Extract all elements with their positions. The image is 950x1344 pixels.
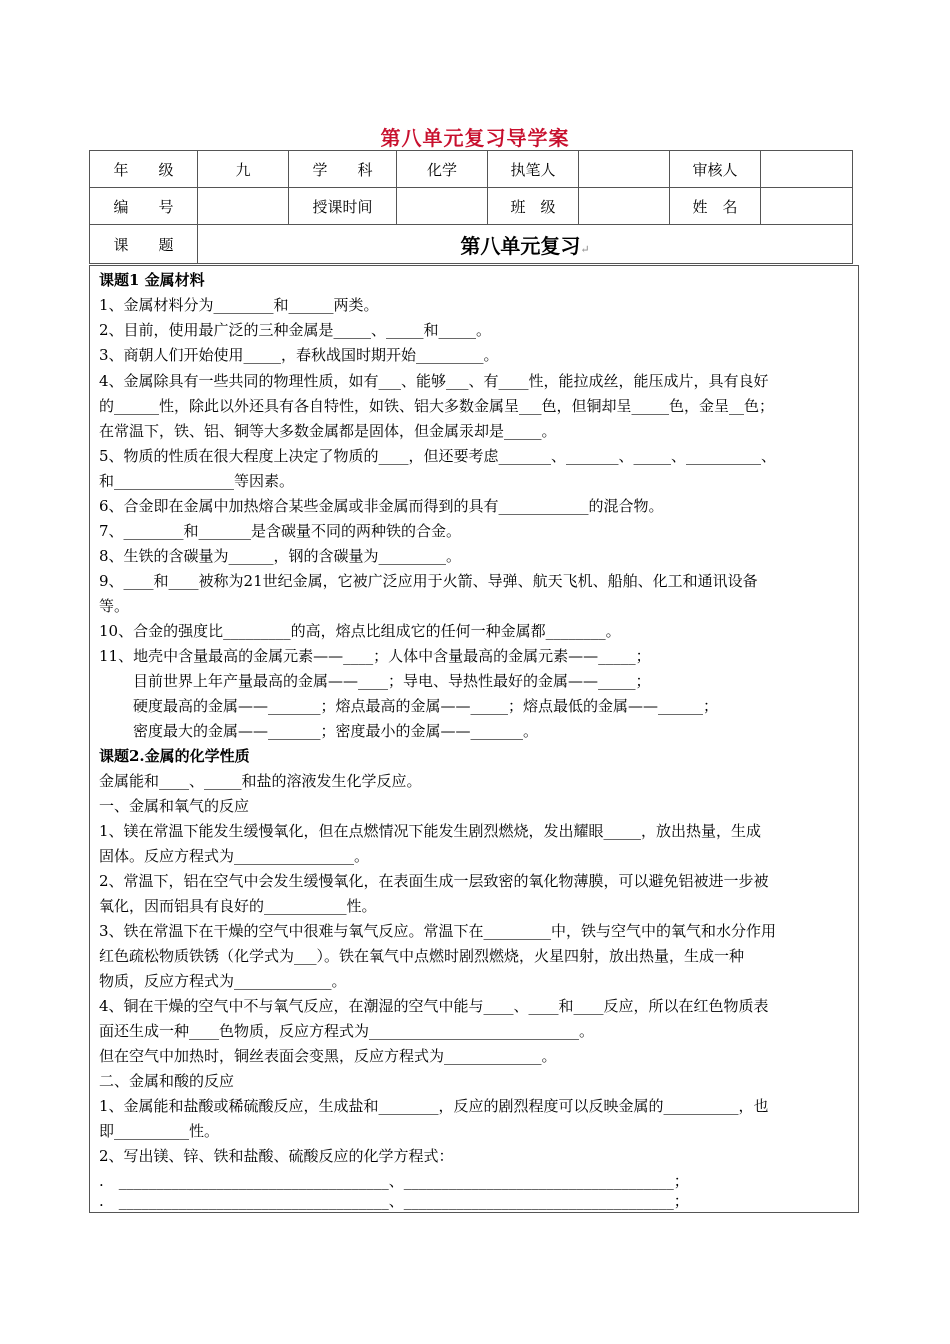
text-line: 氧化，因而铝具有良好的___________性。 (99, 897, 377, 915)
text-line: 10、合金的强度比_________的高，熔点比组成它的任何一种金属都________。 (99, 622, 621, 640)
text-line: 7、________和_______是含碳量不同的两种铁的合金。 (99, 522, 462, 540)
text-line: 4、金属除具有一些共同的物理性质，如有___、能够___、有____性，能拉成丝，能压成片，具有良好 (99, 372, 769, 390)
author-label: 执笔人 (488, 151, 579, 188)
class-time-label: 授课时间 (289, 188, 397, 225)
text-line: 6、合金即在金属中加热熔合某些金属或非金属而得到的具有____________的混合物。 (99, 497, 664, 515)
subsection-title: 一、金属和氧气的反应 (99, 797, 250, 815)
text-line: 和________________等因素。 (99, 472, 295, 490)
subject-value: 化学 (397, 151, 488, 188)
text-line: . ____________________________________、____________________________________； (99, 1192, 689, 1210)
text-line: 3、铁在常温下在干燥的空气中很难与氧气反应。常温下在_________中，铁与空气中的氧气和水分作用 (99, 922, 777, 940)
page-title: 第八单元复习导学案 (380, 126, 570, 150)
text-line: 4、铜在干燥的空气中不与氧气反应，在潮湿的空气中能与____、____和____反应，所以在红色物质表 (99, 997, 769, 1015)
grade-label: 年 级 (90, 151, 198, 188)
text-line: 9、____和____被称为21世纪金属，它被广泛应用于火箭、导弹、航天飞机、船舶、化工和通讯设备 (99, 572, 758, 590)
class-label: 班 级 (488, 188, 579, 225)
text-line: 面还生成一种____色物质，反应方程式为____________________________。 (99, 1022, 595, 1040)
reviewer-label: 审核人 (670, 151, 761, 188)
text-line: 即__________性。 (99, 1122, 220, 1140)
text-line: 1、镁在常温下能发生缓慢氧化，但在点燃情况下能发生剧烈燃烧，发出耀眼_____，放出热量，生成 (99, 822, 762, 840)
text-line: 2、目前，使用最广泛的三种金属是_____、_____和_____。 (99, 321, 492, 339)
text-line: 2、写出镁、锌、铁和盐酸、硫酸反应的化学方程式： (99, 1147, 454, 1165)
reviewer-value (761, 151, 853, 188)
topic-label: 课 题 (90, 225, 198, 264)
section-title-2: 课题2.金属的化学性质 (99, 747, 250, 765)
text-line: 金属能和____、_____和盐的溶液发生化学反应。 (99, 772, 422, 790)
topic-value-cell (198, 225, 853, 264)
text-line: 在常温下，铁、铝、铜等大多数金属都是固体，但金属汞却是_____。 (99, 422, 557, 440)
text-line: 5、物质的性质在很大程度上决定了物质的____，但还要考虑_______、_______、_____、__________、 (99, 447, 777, 465)
text-line: 2、常温下，铝在空气中会发生缓慢氧化，在表面生成一层致密的氧化物薄膜，可以避免铝被进一步被 (99, 872, 769, 890)
name-label: 姓 名 (670, 188, 761, 225)
content-box (89, 265, 859, 1213)
text-line: . ____________________________________、____________________________________； (99, 1172, 689, 1190)
text-line: 固体。反应方程式为________________。 (99, 847, 370, 865)
subsection-title: 二、金属和酸的反应 (99, 1072, 235, 1090)
subject-label: 学 科 (289, 151, 397, 188)
topic-value: 第八单元复习 (460, 233, 581, 258)
class-time-value (397, 188, 488, 225)
text-line: 目前世界上年产量最高的金属——____；导电、导热性最好的金属——_____； (133, 672, 651, 690)
text-line: 的______性，除此以外还具有各自特性，如铁、铝大多数金属呈___色，但铜却呈_____色，金呈__色； (99, 397, 775, 415)
text-line: 物质，反应方程式为_____________。 (99, 972, 347, 990)
return-mark-icon: ↵ (580, 242, 590, 256)
number-label: 编 号 (90, 188, 198, 225)
text-line: 密度最大的金属——_______；密度最小的金属——_______。 (133, 722, 539, 740)
text-line: 8、生铁的含碳量为______，钢的含碳量为_________。 (99, 547, 462, 565)
text-line: 但在空气中加热时，铜丝表面会变黑，反应方程式为_____________。 (99, 1047, 557, 1065)
info-table (89, 150, 853, 264)
number-value (198, 188, 289, 225)
text-line: 1、金属能和盐酸或稀硫酸反应，生成盐和________，反应的剧烈程度可以反映金属的__________，也 (99, 1097, 769, 1115)
text-line: 红色疏松物质铁锈（化学式为___）。铁在氧气中点燃时剧烈燃烧，火星四射，放出热量，生成一种 (99, 947, 745, 965)
name-value (761, 188, 853, 225)
text-line: 11、地壳中含量最高的金属元素——____；人体中含量最高的金属元素——_____； (99, 647, 651, 665)
grade-value: 九 (198, 151, 289, 188)
author-value (579, 151, 670, 188)
section-title-1: 课题1 金属材料 (99, 271, 205, 289)
text-line: 1、金属材料分为________和______两类。 (99, 296, 379, 314)
text-line: 等。 (99, 597, 130, 615)
text-line: 3、商朝人们开始使用_____，春秋战国时期开始_________。 (99, 346, 499, 364)
text-line: 硬度最高的金属——_______；熔点最高的金属——_____；熔点最低的金属——______； (133, 697, 719, 715)
class-value (579, 188, 670, 225)
